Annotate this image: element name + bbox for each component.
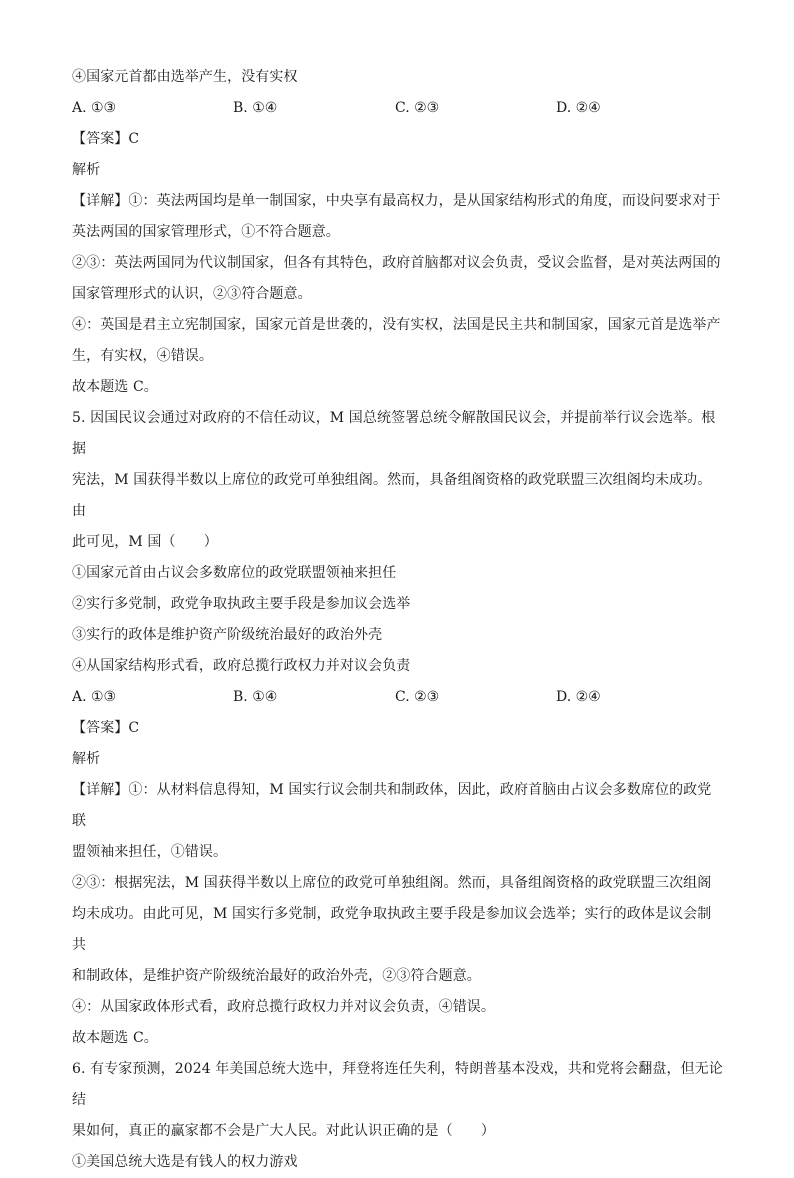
q5-detail-line: 和制政体，是维护资产阶级统治最好的政治外壳，②③符合题意。 — [72, 968, 481, 984]
q4-choices — [72, 93, 724, 124]
q5-statement-4: ④从国家结构形式看，政府总揽行政权力并对议会负责 — [72, 658, 411, 674]
q6-statement-1: ①美国总统大选是有钱人的权力游戏 — [72, 1154, 298, 1170]
q4-detail-line: 【详解】①：英法两国均是单一制国家，中央享有最高权力，是从国家结构形式的角度，而设问要求对于 — [72, 193, 721, 209]
q5-detail-line: 均未成功。由此可见，M 国实行多党制，政党争取执政主要手段是参加议会选举；实行的政体是议会制共 — [72, 906, 712, 953]
q6-stem-line: 6. 有专家预测，2024 年美国总统大选中，拜登将连任失利，特朗普基本没戏，共和党将会翻盘，但无论结 — [72, 1061, 723, 1108]
q5-choice-d: D. ②④ — [556, 689, 601, 705]
q4-choice-a: A. ①③ — [72, 100, 117, 116]
q4-analysis-heading: 解析 — [72, 162, 101, 178]
q5-choice-a: A. ①③ — [72, 689, 117, 705]
q4-detail-line: ②③：英法两国同为代议制国家，但各有其特色，政府首脑都对议会负责，受议会监督，是对英法两国的 — [72, 255, 721, 271]
q5-statement-1: ①国家元首由占议会多数席位的政党联盟领袖来担任 — [72, 565, 397, 581]
q5-stem-line: 5. 因国民议会通过对政府的不信任动议，M 国总统签署总统令解散国民议会，并提前举行议会选举。根据 — [72, 410, 716, 457]
q5-statement-3: ③实行的政体是维护资产阶级统治最好的政治外壳 — [72, 627, 383, 643]
q4-choice-b: B. ①④ — [233, 100, 278, 116]
q5-answer: 【答案】C — [72, 720, 140, 736]
q5-detail-line: ④：从国家政体形式看，政府总揽行政权力并对议会负责，④错误。 — [72, 999, 495, 1015]
q5-detail-line: ②③：根据宪法，M 国获得半数以上席位的政党可单独组阁。然而，具备组阁资格的政党联盟三次组阁 — [72, 875, 712, 891]
q6-stem-line: 果如何，真正的赢家都不会是广大人民。对此认识正确的是（ ） — [72, 1123, 495, 1139]
q4-detail-line: 生，有实权，④错误。 — [72, 348, 213, 364]
document-page — [72, 62, 724, 1178]
q5-choice-b: B. ①④ — [233, 689, 278, 705]
q4-detail-line: 英法两国的国家管理形式，①不符合题意。 — [72, 224, 340, 240]
q5-choice-c: C. ②③ — [395, 689, 440, 705]
q5-statement-2: ②实行多党制，政党争取执政主要手段是参加议会选举 — [72, 596, 411, 612]
q4-conclusion: 故本题选 C。 — [72, 379, 158, 395]
q5-analysis-heading: 解析 — [72, 751, 101, 767]
q5-stem-line: 此可见，M 国（ ） — [72, 534, 218, 550]
q5-conclusion: 故本题选 C。 — [72, 1030, 158, 1046]
q5-detail-line: 盟领袖来担任，①错误。 — [72, 844, 228, 860]
q4-choice-c: C. ②③ — [395, 100, 440, 116]
q4-detail-line: ④：英国是君主立宪制国家，国家元首是世袭的，没有实权，法国是民主共和制国家，国家元首是选举产 — [72, 317, 721, 333]
q5-detail-line: 【详解】①：从材料信息得知，M 国实行议会制共和制政体，因此，政府首脑由占议会多数席位的政党联 — [72, 782, 712, 829]
q4-choice-d: D. ②④ — [556, 100, 601, 116]
q4-detail-line: 国家管理形式的认识，②③符合题意。 — [72, 286, 312, 302]
q4-answer: 【答案】C — [72, 131, 140, 147]
q4-option-4: ④国家元首都由选举产生，没有实权 — [72, 69, 298, 85]
q5-stem-line: 宪法，M 国获得半数以上席位的政党可单独组阁。然而，具备组阁资格的政党联盟三次组阁均未成功。由 — [72, 472, 712, 519]
q5-choices — [72, 682, 724, 713]
